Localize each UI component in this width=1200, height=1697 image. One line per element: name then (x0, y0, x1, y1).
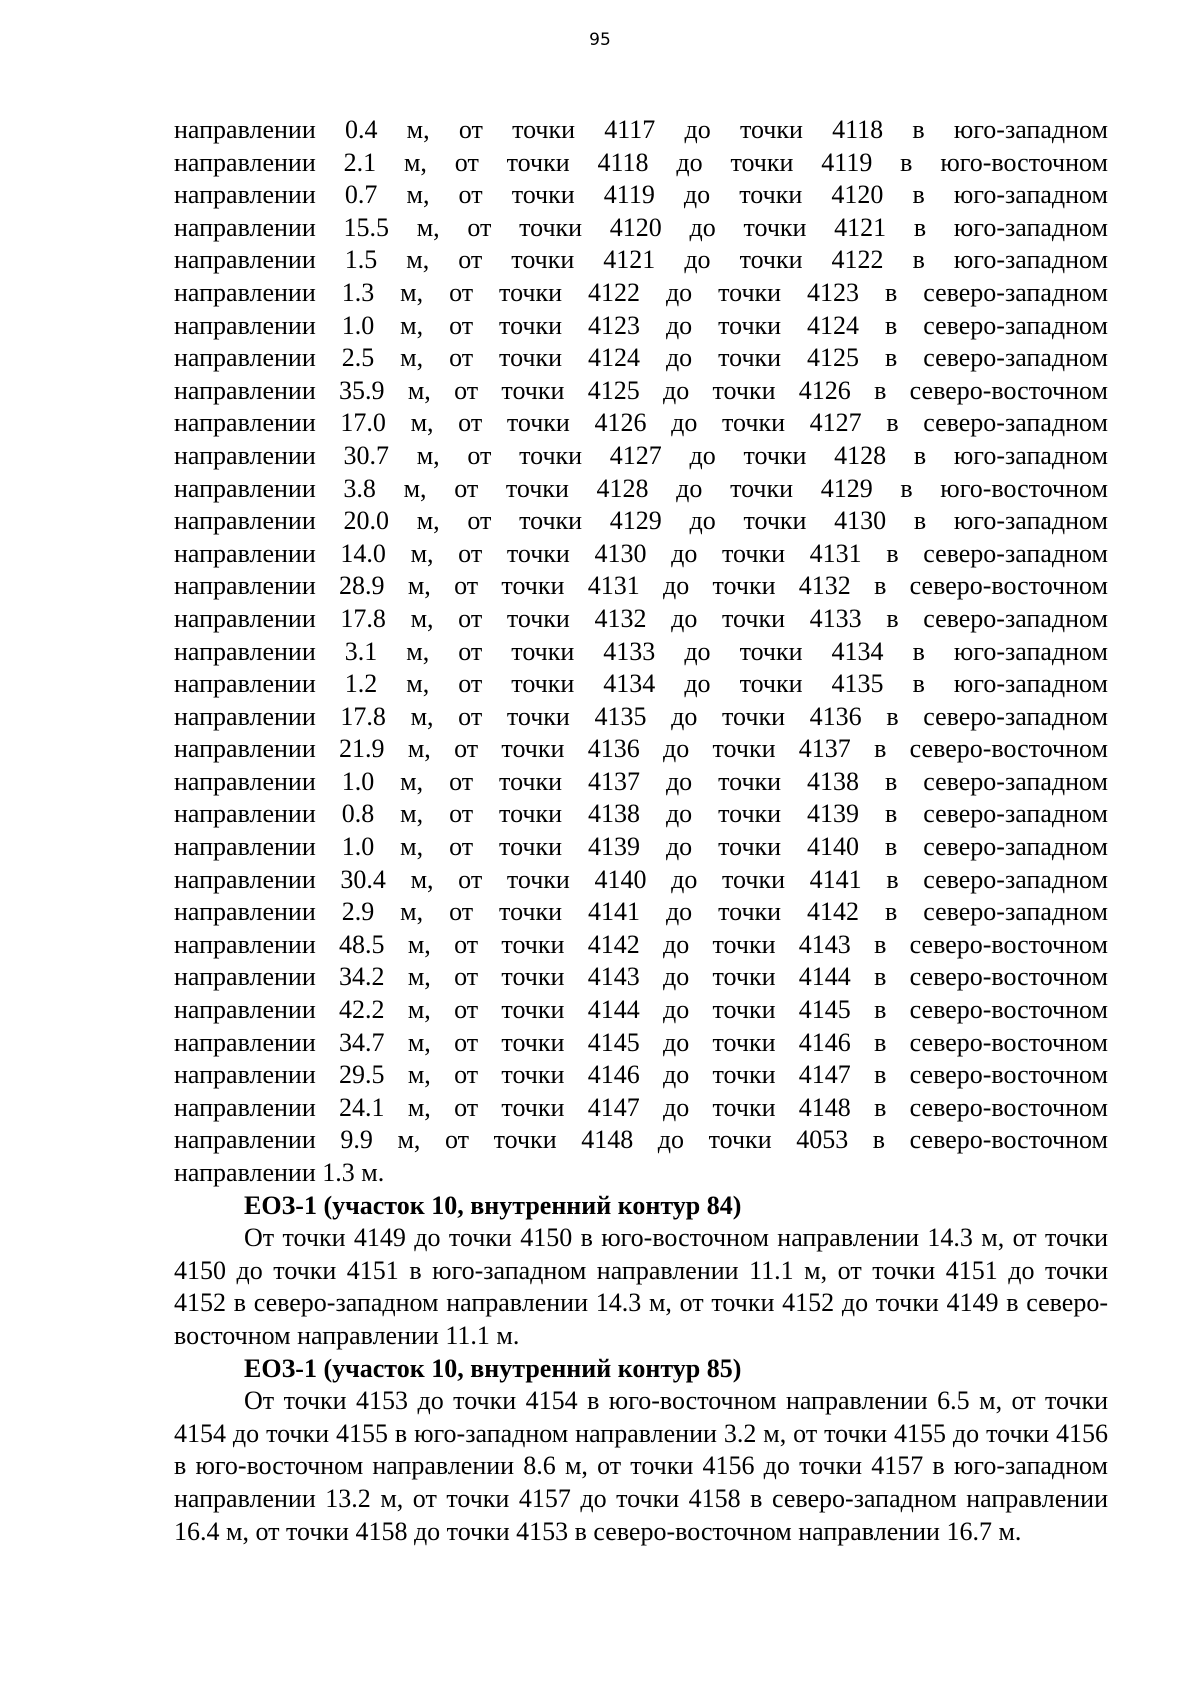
text-line: направлении 1.0 м, от точки 4123 до точки 4124 в северо-западном (174, 310, 1108, 340)
section-contour-84 (174, 1190, 1108, 1353)
text-line: направлении 9.9 м, от точки 4148 до точки 4053 в северо-восточном (174, 1125, 1108, 1155)
section-paragraph: От точки 4153 до точки 4154 в юго-восточном направлении 6.5 м, от точки 4154 до точки 4155 в юго-западном направлении 3.2 м, от точки 4155 до точки 4156 в юго-восточном направлении 8.6 м, от точки 4156 до точки 4157 в юго-западном направлении 13.2 м, от точки 4157 до точки 4158 в северо-западном направлении 16.4 м, от точки 4158 до точки 4153 в северо-восточном направлении 16.7 м. (174, 1386, 1108, 1546)
section-heading: ЕОЗ-1 (участок 10, внутренний контур 85) (244, 1353, 742, 1383)
text-line: направлении 48.5 м, от точки 4142 до точки 4143 в северо-восточном (174, 929, 1108, 959)
text-line: направлении 34.2 м, от точки 4143 до точки 4144 в северо-восточном (174, 962, 1108, 992)
text-line: направлении 42.2 м, от точки 4144 до точки 4145 в северо-восточном (174, 995, 1108, 1025)
text-line: направлении 34.7 м, от точки 4145 до точки 4146 в северо-восточном (174, 1027, 1108, 1057)
text-line: направлении 17.8 м, от точки 4135 до точки 4136 в северо-западном (174, 701, 1108, 731)
text-line: направлении 1.0 м, от точки 4139 до точки 4140 в северо-западном (174, 832, 1108, 862)
text-line: направлении 14.0 м, от точки 4130 до точки 4131 в северо-западном (174, 538, 1108, 568)
text-line: направлении 1.5 м, от точки 4121 до точки 4122 в юго-западном (174, 245, 1108, 275)
text-line: направлении 3.8 м, от точки 4128 до точки 4129 в юго-восточном (174, 473, 1108, 503)
text-line: направлении 24.1 м, от точки 4147 до точки 4148 в северо-восточном (174, 1092, 1108, 1122)
boundary-description (174, 114, 1108, 1190)
text-line: направлении 2.5 м, от точки 4124 до точки 4125 в северо-западном (174, 343, 1108, 373)
text-line: направлении 17.8 м, от точки 4132 до точки 4133 в северо-западном (174, 603, 1108, 633)
text-line: направлении 15.5 м, от точки 4120 до точки 4121 в юго-западном (174, 212, 1108, 242)
text-line: направлении 0.4 м, от точки 4117 до точки 4118 в юго-западном (174, 115, 1108, 144)
section-paragraph: От точки 4149 до точки 4150 в юго-восточном направлении 14.3 м, от точки 4150 до точки 4151 в юго-западном направлении 11.1 м, от точки 4151 до точки 4152 в северо-западном направлении 14.3 м, от точки 4152 до точки 4149 в северо-восточном направлении 11.1 м. (174, 1223, 1108, 1350)
text-line: направлении 30.4 м, от точки 4140 до точки 4141 в северо-западном (174, 864, 1108, 894)
text-line: направлении 2.1 м, от точки 4118 до точки 4119 в юго-восточном (174, 147, 1108, 177)
text-line: направлении 30.7 м, от точки 4127 до точки 4128 в юго-западном (174, 440, 1108, 470)
text-line: направлении 35.9 м, от точки 4125 до точки 4126 в северо-восточном (174, 375, 1108, 405)
text-line: направлении 21.9 м, от точки 4136 до точки 4137 в северо-восточном (174, 734, 1108, 764)
text-line-last: направлении 1.3 м. (174, 1158, 385, 1187)
text-line: направлении 17.0 м, от точки 4126 до точки 4127 в северо-западном (174, 408, 1108, 438)
text-line: направлении 29.5 м, от точки 4146 до точки 4147 в северо-восточном (174, 1060, 1108, 1090)
section-contour-85 (174, 1353, 1108, 1549)
text-line: направлении 28.9 м, от точки 4131 до точки 4132 в северо-восточном (174, 571, 1108, 601)
section-heading: ЕОЗ-1 (участок 10, внутренний контур 84) (244, 1190, 742, 1220)
text-line: направлении 1.2 м, от точки 4134 до точки 4135 в юго-западном (174, 669, 1108, 699)
text-line: направлении 20.0 м, от точки 4129 до точки 4130 в юго-западном (174, 506, 1108, 536)
text-line: направлении 0.7 м, от точки 4119 до точки 4120 в юго-западном (174, 180, 1108, 210)
text-line: направлении 2.9 м, от точки 4141 до точки 4142 в северо-западном (174, 897, 1108, 927)
text-line: направлении 1.0 м, от точки 4137 до точки 4138 в северо-западном (174, 766, 1108, 796)
page-number: 95 (589, 30, 611, 50)
document-body (174, 114, 1108, 1548)
text-line: направлении 1.3 м, от точки 4122 до точки 4123 в северо-западном (174, 277, 1108, 307)
text-line: направлении 3.1 м, от точки 4133 до точки 4134 в юго-западном (174, 636, 1108, 666)
text-line: направлении 0.8 м, от точки 4138 до точки 4139 в северо-западном (174, 799, 1108, 829)
